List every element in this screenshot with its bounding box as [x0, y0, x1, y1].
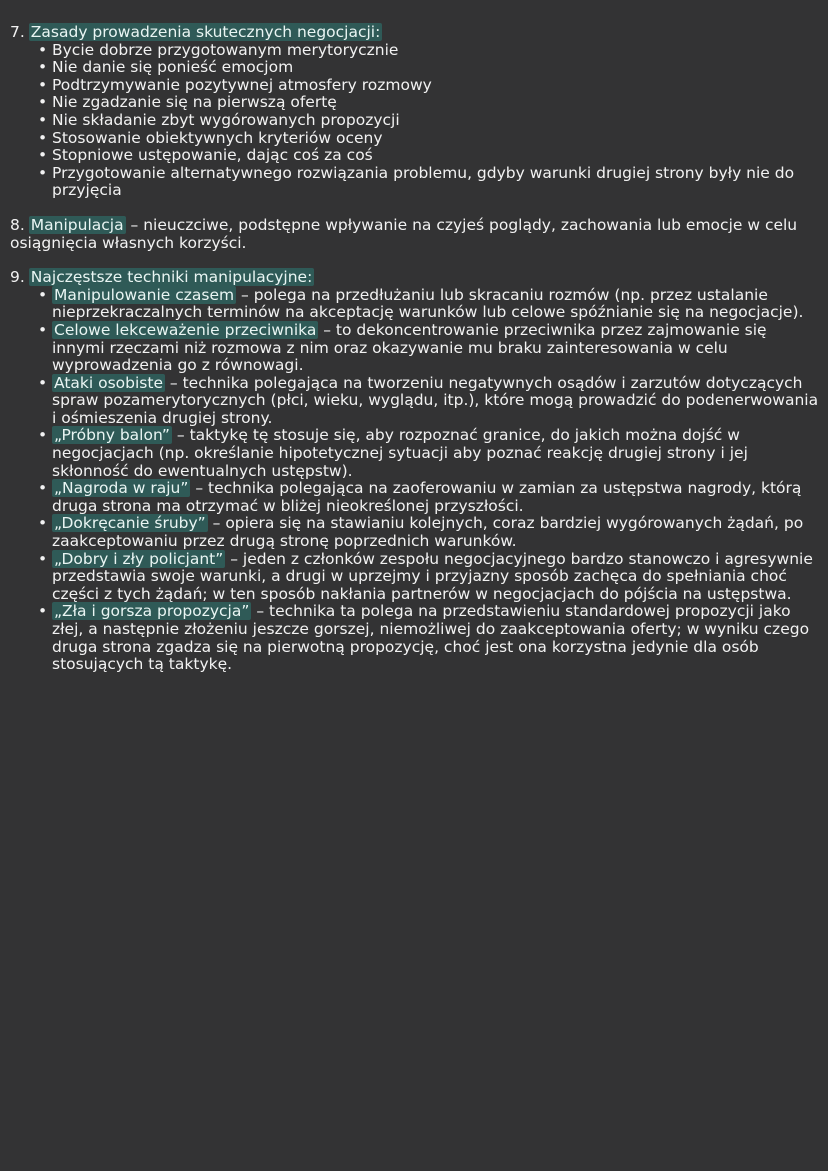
list-item [34, 551, 820, 604]
technique-description: – technika polegająca na zaoferowaniu w zamian za ustępstwa nagrody, którą druga strona ma otrzymać w bliżej nieokreślonej przyszłości. [52, 479, 802, 515]
technique-term: „Nagroda w raju” [54, 479, 189, 498]
list-item [34, 322, 820, 375]
section-9-number: 9. [10, 268, 25, 287]
technique-description: – technika polegająca na tworzeniu negatywnych osądów i zarzutów dotyczących spraw pozamerytorycznych (płci, wieku, wyglądu, itp.), które mogą prowadzić do podenerwowania i ośmieszenia drugiej strony. [52, 373, 819, 427]
technique-description: – taktykę tę stosuje się, aby rozpoznać granice, do jakich można dojść w negocjacjach (np. określanie hipotetycznej sytuacji aby poznać reakcję drugiej strony i jej skłonność do ewentualnych ustępstw). [52, 426, 748, 480]
list-item: • Podtrzymywanie pozytywnej atmosfery rozmowy [34, 77, 820, 95]
section-9 [10, 269, 820, 674]
section-8-definition-line [10, 217, 820, 252]
list-item [34, 515, 820, 550]
notes-page [10, 24, 820, 674]
section-9-heading [10, 269, 820, 287]
section-8-number: 8. [10, 215, 25, 234]
list-item: • Stosowanie obiektywnych kryteriów oceny [34, 130, 820, 148]
section-9-list [10, 287, 820, 674]
technique-term: Celowe lekceważenie przeciwnika [54, 320, 317, 339]
list-item: • Nie składanie zbyt wygórowanych propozycji [34, 112, 820, 130]
section-8-definition: – nieuczciwe, podstępne wpływanie na czyjeś poglądy, zachowania lub emocje w celu osiągnięcia własnych korzyści. [10, 215, 798, 252]
section-8 [10, 217, 820, 252]
section-7-number: 7. [10, 23, 25, 41]
technique-term: „Próbny balon” [54, 426, 170, 445]
technique-term: Ataki osobiste [54, 373, 163, 392]
section-7-heading [10, 24, 820, 42]
technique-term: „Dobry i zły policjant” [54, 549, 224, 568]
technique-term: „Dokręcanie śruby” [54, 514, 206, 533]
list-item: • Stopniowe ustępowanie, dając coś za coś [34, 147, 820, 165]
technique-term: „Zła i gorsza propozycja” [54, 602, 250, 621]
section-7 [10, 24, 820, 200]
technique-description: – technika ta polega na przedstawieniu standardowej propozycji jako złej, a następnie złożeniu jeszcze gorszej, niemożliwej do zaakceptowania oferty; w wyniku czego druga strona zgadza się na pierwotną propozycję, choć jest ona korzystna jedynie dla osób stosujących tą taktykę. [52, 602, 810, 674]
section-7-title: Zasady prowadzenia skutecznych negocjacji: [30, 23, 381, 41]
list-item [34, 603, 820, 673]
technique-description: – opiera się na stawianiu kolejnych, coraz bardziej wygórowanych żądań, po zaakceptowaniu przez drugą stronę poprzednich warunków. [52, 514, 804, 551]
list-item: • Nie zgadzanie się na pierwszą ofertę [34, 94, 820, 112]
section-9-title: Najczęstsze techniki manipulacyjne: [30, 268, 313, 287]
list-item [34, 287, 820, 322]
technique-description: – polega na przedłużaniu lub skracaniu rozmów (np. przez ustalanie nieprzekraczalnych terminów na akceptację warunków lub celowe spóźnianie się na negocjacje). [52, 285, 804, 322]
list-item [34, 375, 820, 428]
technique-description: – to dekoncentrowanie przeciwnika przez zajmowanie się innymi rzeczami niż rozmowa z nim oraz okazywanie mu braku zainteresowania w celu wyprowadzenia go z równowagi. [52, 320, 767, 375]
technique-term: Manipulowanie czasem [54, 285, 235, 304]
list-item [34, 480, 820, 515]
list-item: • Przygotowanie alternatywnego rozwiązania problemu, gdyby warunki drugiej strony były nie do przyjęcia [34, 165, 820, 200]
section-7-list [10, 42, 820, 200]
list-item: • Bycie dobrze przygotowanym merytorycznie [34, 42, 820, 60]
list-item [34, 427, 820, 480]
section-8-term: Manipulacja [30, 215, 124, 234]
technique-description: – jeden z członków zespołu negocjacyjnego bardzo stanowczo i agresywnie przedstawia swoje warunki, a drugi w uprzejmy i przyjazny sposób zachęca do spełniania choć części z tych żądań; w ten sposób nakłania partnerów w negocjacjach do pójścia na ustępstwa. [52, 549, 813, 603]
list-item: • Nie danie się ponieść emocjom [34, 59, 820, 77]
